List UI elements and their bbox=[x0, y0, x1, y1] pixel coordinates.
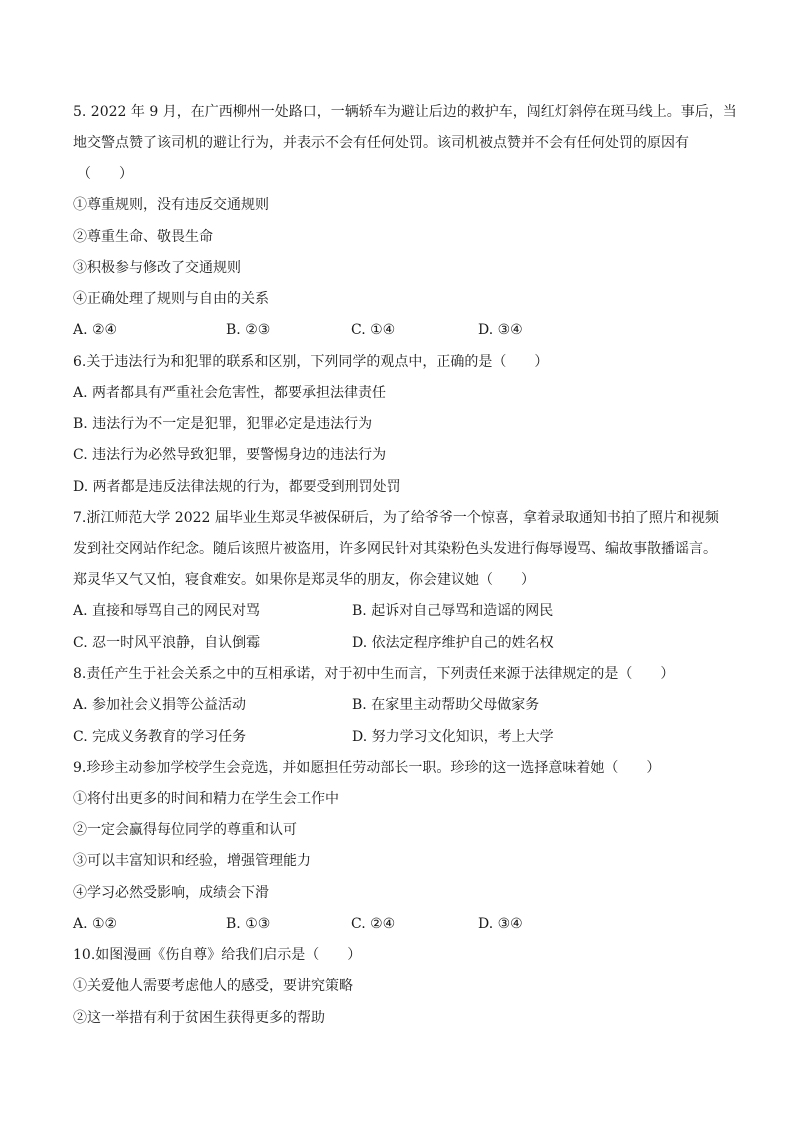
q7-options-row-2 bbox=[73, 633, 733, 653]
q5-stem-line1: 5. 2022 年 9 月，在广西柳州一处路口，一辆轿车为避让后边的救护车，闯红灯斜停在斑马线上。事后，当 bbox=[73, 104, 737, 120]
q9-statement-4: ④学习必然受影响，成绩会下滑 bbox=[73, 885, 269, 901]
q5-statement-1: ①尊重规则，没有违反交通规则 bbox=[73, 197, 269, 213]
q5-option-b: B. ②③ bbox=[226, 322, 271, 338]
q8-option-b: B. 在家里主动帮助父母做家务 bbox=[352, 697, 540, 713]
q7-option-a: A. 直接和辱骂自己的网民对骂 bbox=[73, 603, 261, 619]
q5-options-row bbox=[73, 320, 733, 340]
q7-stem-line3: 郑灵华又气又怕，寝食难安。如果你是郑灵华的朋友，你会建议她（ ） bbox=[73, 572, 535, 588]
q7-options-row-1 bbox=[73, 601, 733, 621]
q9-stem: 9.珍珍主动参加学校学生会竞选，并如愿担任劳动部长一职。珍珍的这一选择意味着她（ ） bbox=[73, 760, 661, 776]
q10-statement-1: ①关爱他人需要考虑他人的感受，要讲究策略 bbox=[73, 978, 353, 994]
q9-statement-3: ③可以丰富知识和经验，增强管理能力 bbox=[73, 853, 311, 869]
q5-answer-bracket: （ ） bbox=[77, 166, 133, 182]
q5-statement-4: ④正确处理了规则与自由的关系 bbox=[73, 291, 269, 307]
q8-option-d: D. 努力学习文化知识，考上大学 bbox=[352, 729, 554, 745]
q7-option-b: B. 起诉对自己辱骂和造谣的网民 bbox=[352, 603, 554, 619]
q10-stem: 10.如图漫画《伤自尊》给我们启示是（ ） bbox=[73, 947, 362, 963]
q8-options-row-2 bbox=[73, 727, 733, 747]
q9-statement-2: ②一定会赢得每位同学的尊重和认可 bbox=[73, 822, 297, 838]
q9-option-b: B. ①③ bbox=[226, 916, 271, 932]
q5-stem-line2: 地交警点赞了该司机的避让行为，并表示不会有任何处罚。该司机被点赞并不会有任何处罚的原因有 bbox=[73, 135, 689, 151]
q9-option-d: D. ③④ bbox=[478, 916, 523, 932]
q8-stem: 8.责任产生于社会关系之中的互相承诺，对于初中生而言，下列责任来源于法律规定的是（ ） bbox=[73, 666, 675, 682]
q5-statement-3: ③积极参与修改了交通规则 bbox=[73, 260, 241, 276]
q7-option-d: D. 依法定程序维护自己的姓名权 bbox=[352, 635, 554, 651]
q5-option-a: A. ②④ bbox=[73, 322, 118, 338]
q9-options-row bbox=[73, 914, 733, 934]
q9-statement-1: ①将付出更多的时间和精力在学生会工作中 bbox=[73, 791, 339, 807]
q9-option-a: A. ①② bbox=[73, 916, 118, 932]
q9-option-c: C. ②④ bbox=[351, 916, 396, 932]
q7-stem-line1: 7.浙江师范大学 2022 届毕业生郑灵华被保研后，为了给爷爷一个惊喜，拿着录取通知书拍了照片和视频 bbox=[73, 510, 719, 526]
q6-stem: 6.关于违法行为和犯罪的联系和区别，下列同学的观点中，正确的是（ ） bbox=[73, 354, 549, 370]
q8-option-c: C. 完成义务教育的学习任务 bbox=[73, 729, 247, 745]
q6-option-a: A. 两者都具有严重社会危害性，都要承担法律责任 bbox=[73, 385, 387, 401]
q6-option-c: C. 违法行为必然导致犯罪，要警惕身边的违法行为 bbox=[73, 447, 387, 463]
q10-statement-2: ②这一举措有利于贫困生获得更多的帮助 bbox=[73, 1010, 325, 1026]
q8-option-a: A. 参加社会义捐等公益活动 bbox=[73, 697, 247, 713]
q5-option-c: C. ①④ bbox=[351, 322, 396, 338]
q7-option-c: C. 忍一时风平浪静，自认倒霉 bbox=[73, 635, 261, 651]
q5-option-d: D. ③④ bbox=[478, 322, 523, 338]
q8-options-row-1 bbox=[73, 695, 733, 715]
q5-statement-2: ②尊重生命、敬畏生命 bbox=[73, 229, 213, 245]
q7-stem-line2: 发到社交网站作纪念。随后该照片被盗用，许多网民针对其染粉色头发进行侮辱谩骂、编故事散播谣言。 bbox=[73, 541, 717, 557]
q6-option-d: D. 两者都是违反法律法规的行为，都要受到刑罚处罚 bbox=[73, 479, 401, 495]
q6-option-b: B. 违法行为不一定是犯罪，犯罪必定是违法行为 bbox=[73, 416, 373, 432]
